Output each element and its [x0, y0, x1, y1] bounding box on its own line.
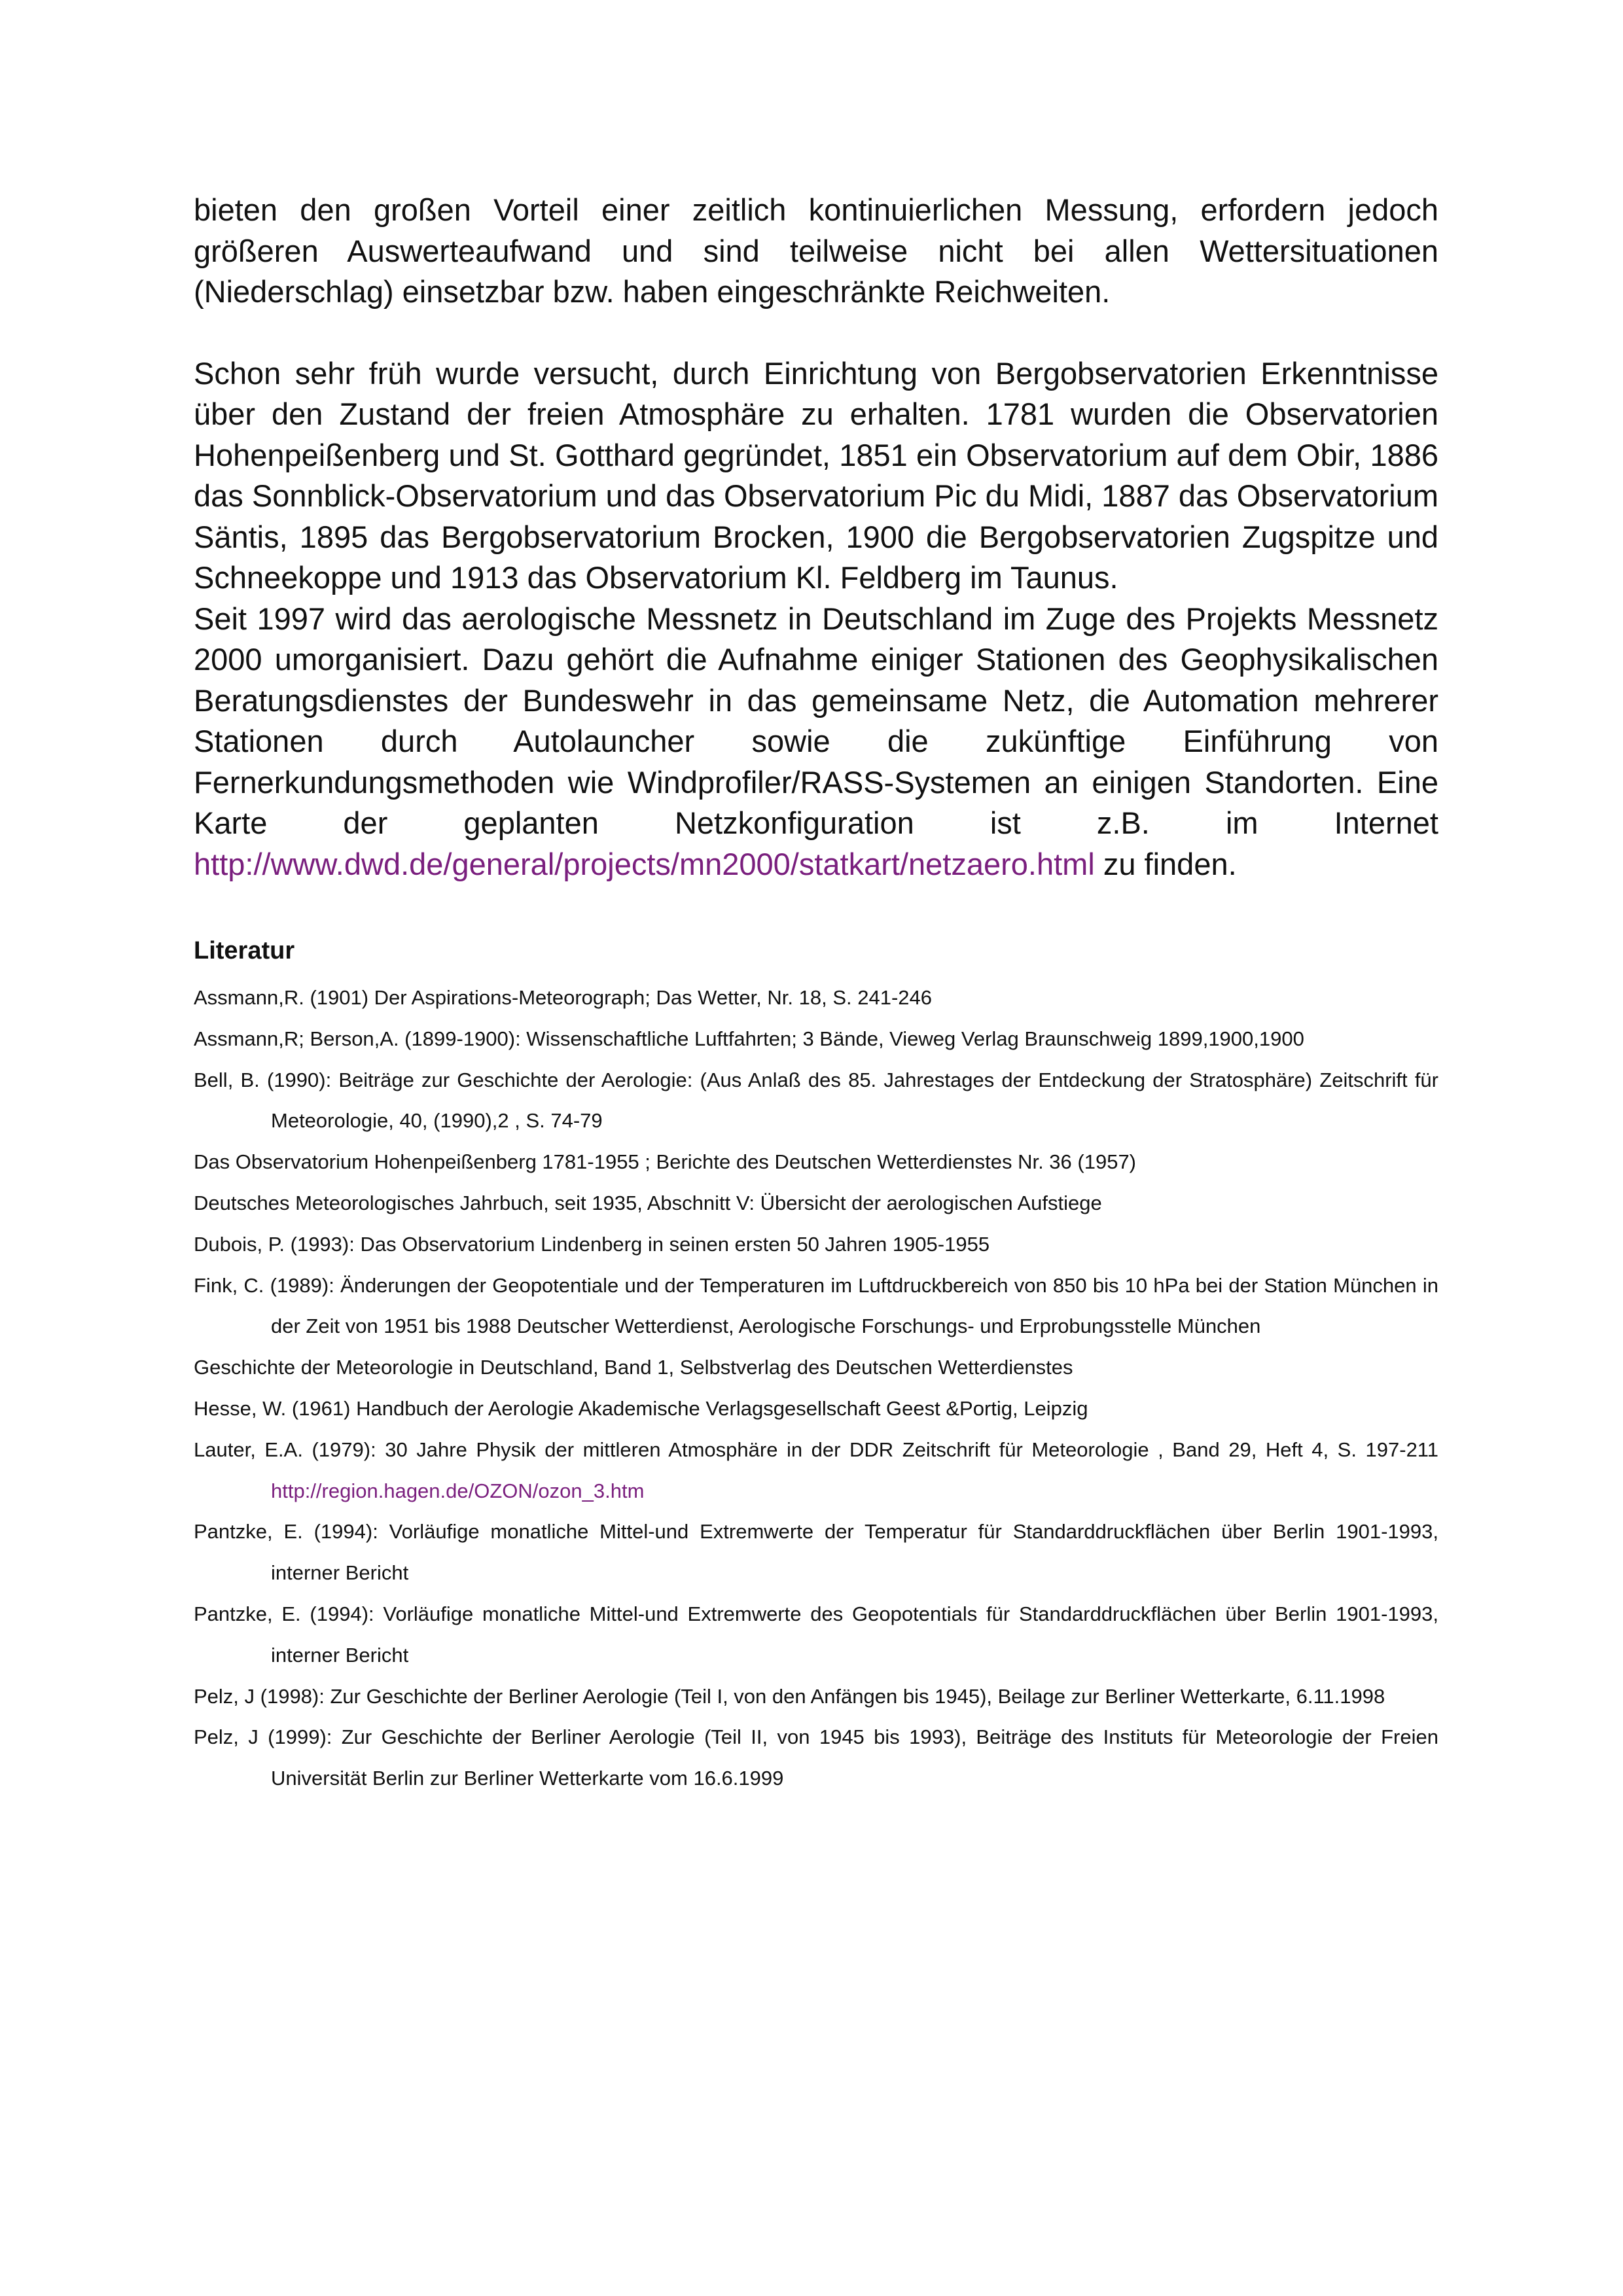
reference-item: Geschichte der Meteorologie in Deutschland, Band 1, Selbstverlag des Deutschen Wetterdienstes	[194, 1356, 1073, 1379]
reference-item: Assmann,R; Berson,A. (1899-1900): Wissenschaftliche Luftfahrten; 3 Bände, Vieweg Verlag Braunschweig 1899,1900,1900	[194, 1027, 1304, 1050]
reference-item: Pelz, J (1999): Zur Geschichte der Berliner Aerologie (Teil II, von 1945 bis 1993), Beiträge des Instituts für Meteorologie der Freien Universität Berlin zur Berliner Wetterkarte vom 16.6.1999	[194, 1725, 1438, 1790]
literature-heading: Literatur	[194, 937, 295, 964]
reference-item: Pantzke, E. (1994): Vorläufige monatliche Mittel-und Extremwerte der Temperatur für Standarddruckflächen über Berlin 1901-1993, interner Bericht	[194, 1520, 1438, 1585]
ozon-link[interactable]: http://region.hagen.de/OZON/ozon_3.htm	[271, 1479, 645, 1502]
reference-item: Das Observatorium Hohenpeißenberg 1781-1955 ; Berichte des Deutschen Wetterdienstes Nr. 36 (1957)	[194, 1150, 1137, 1174]
reference-item: Hesse, W. (1961) Handbuch der Aerologie Akademische Verlagsgesellschaft Geest &Portig, Leipzig	[194, 1396, 1088, 1420]
reference-item: Deutsches Meteorologisches Jahrbuch, seit 1935, Abschnitt V: Übersicht der aerologischen Aufstiege	[194, 1191, 1102, 1214]
reference-item: Bell, B. (1990): Beiträge zur Geschichte der Aerologie: (Aus Anlaß des 85. Jahrestages der Entdeckung der Stratosphäre) Zeitschrift für Meteorologie, 40, (1990),2 , S. 74-79	[194, 1068, 1438, 1133]
dwd-netzaero-link[interactable]: http://www.dwd.de/general/projects/mn2000/statkart/netzaero.html	[194, 846, 1095, 881]
document-page	[194, 190, 1438, 1799]
reference-list	[194, 978, 1438, 1799]
paragraph-measurement: bieten den großen Vorteil einer zeitlich kontinuierlichen Messung, erfordern jedoch größeren Auswerteaufwand und sind teilweise nicht bei allen Wettersituationen (Niederschlag) einsetzbar bzw. haben eingeschränkte Reichweiten.	[194, 192, 1438, 309]
reference-item: Pelz, J (1998): Zur Geschichte der Berliner Aerologie (Teil I, von den Anfängen bis 1945), Beilage zur Berliner Wetterkarte, 6.11.1998	[194, 1684, 1385, 1708]
reference-item: Dubois, P. (1993): Das Observatorium Lindenberg in seinen ersten 50 Jahren 1905-1955	[194, 1232, 990, 1256]
paragraph-mountain-observatories: Schon sehr früh wurde versucht, durch Einrichtung von Bergobservatorien Erkenntnisse über den Zustand der freien Atmosphäre zu erhalten. 1781 wurden die Observatorien Hohenpeißenberg und St. Gotthard gegründet, 1851 ein Observatorium auf dem Obir, 1886 das Sonnblick-Observatorium und das Observatorium Pic du Midi, 1887 das Observatorium Säntis, 1895 das Bergobservatorium Brocken, 1900 die Bergobservatorien Zugspitze und Schneekoppe und 1913 das Observatorium Kl. Feldberg im Taunus.	[194, 355, 1438, 595]
paragraph-messnetz-tail: zu finden.	[1103, 846, 1237, 881]
reference-item: Pantzke, E. (1994): Vorläufige monatliche Mittel-und Extremwerte des Geopotentials für Standarddruckflächen über Berlin 1901-1993, interner Bericht	[194, 1602, 1438, 1667]
paragraph-messnetz-2000	[194, 599, 1438, 885]
reference-item: Assmann,R. (1901) Der Aspirations-Meteorograph; Das Wetter, Nr. 18, S. 241-246	[194, 986, 933, 1009]
reference-item-lauter	[194, 1430, 1438, 1512]
reference-item: Fink, C. (1989): Änderungen der Geopotentiale und der Temperaturen im Luftdruckbereich von 850 bis 10 hPa bei der Station München in der Zeit von 1951 bis 1988 Deutscher Wetterdienst, Aerologische Forschungs- und Erprobungsstelle München	[194, 1273, 1438, 1338]
reference-lauter-text: Lauter, E.A. (1979): 30 Jahre Physik der mittleren Atmosphäre in der DDR Zeitschrift für Meteorologie , Band 29, Heft 4, S. 197-211	[194, 1438, 1438, 1461]
paragraph-messnetz-text: Seit 1997 wird das aerologische Messnetz in Deutschland im Zuge des Projekts Messnetz 2000 umorganisiert. Dazu gehört die Aufnahme einiger Stationen des Geophysikalischen Beratungsdienstes der Bundeswehr in das gemeinsame Netz, die Automation mehrerer Stationen durch Autolauncher sowie die zukünftige Einführung von Fernerkundungsmethoden wie Windprofiler/RASS-Systemen an einigen Standorten. Eine Karte der geplanten Netzkonfiguration ist z.B. im Internet	[194, 601, 1438, 840]
